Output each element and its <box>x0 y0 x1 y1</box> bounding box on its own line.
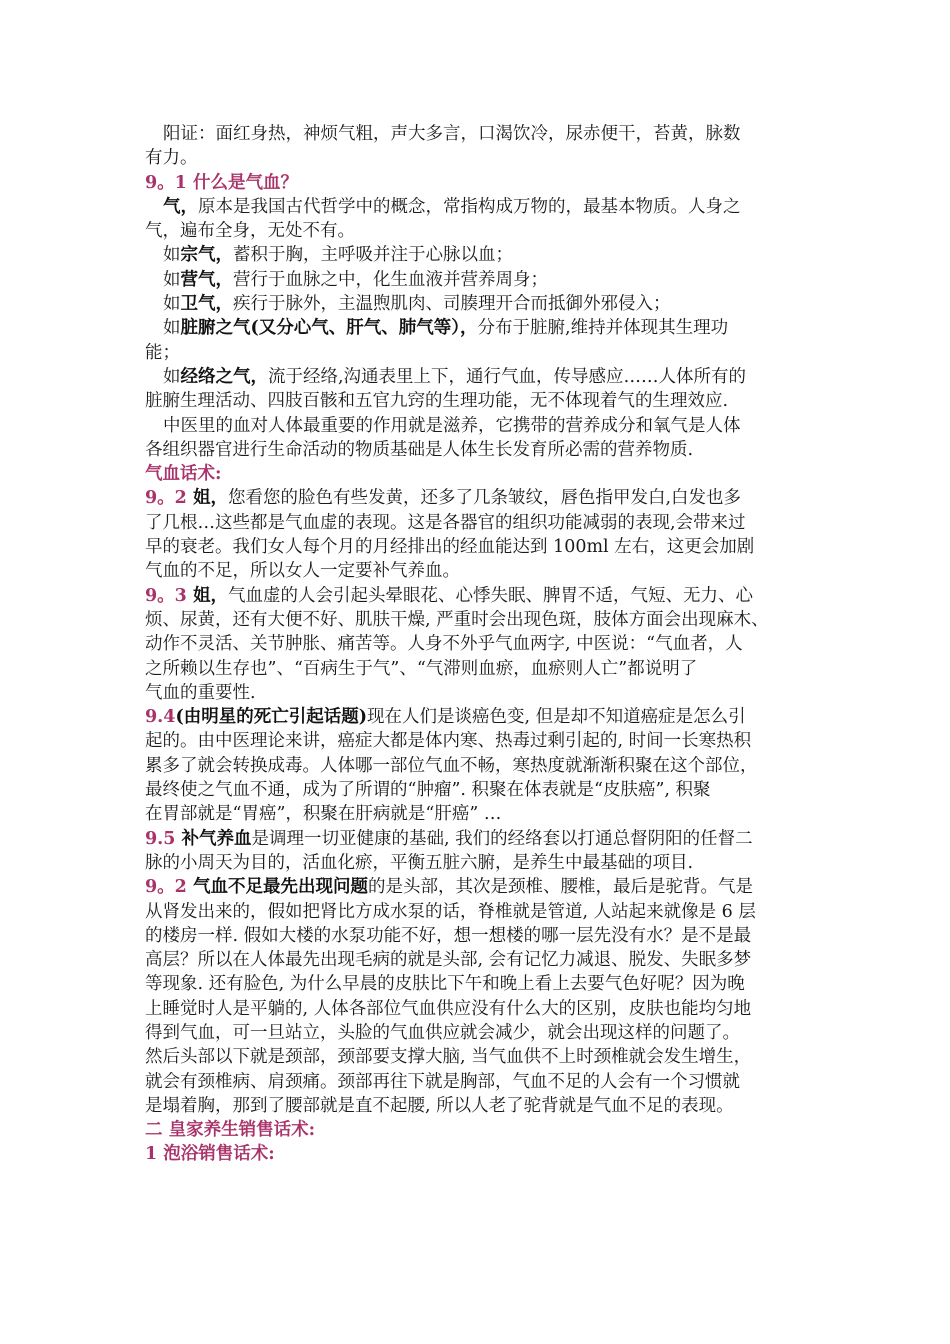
body-text: 的是头部，其次是颈椎、腰椎，最后是驼背。气是 <box>367 877 753 898</box>
bold-term: 卫气， <box>180 294 233 315</box>
bold-term: (由明星的死亡引起话题) <box>175 707 368 728</box>
body-text: 脉的小周天为目的，活血化瘀，平衡五脏六腑，是养生中最基础的项目. <box>145 852 694 873</box>
bold-term: 气， <box>163 196 198 217</box>
body-text: 起的。由中医理论来讲，癌症大都是体内寒、热毒过剩引起的, 时间一长寒热积 <box>145 731 752 752</box>
body-text: 之所赖以生存也”、“百病生于气”、“气滞则血瘀，血瘀则人亡”都说明了 <box>145 658 698 679</box>
body-text: 如 <box>163 294 181 315</box>
body-text: 在胃部就是“胃癌”，积聚在肝病就是“肝癌” … <box>145 804 502 825</box>
body-text: 中医里的血对人体最重要的作用就是滋养，它携带的营养成分和氧气是人体 <box>163 415 741 436</box>
text-line <box>145 584 813 608</box>
body-text: 气，遍布全身，无处不有。 <box>145 221 355 242</box>
body-text: 最终使之气血不通，成为了所谓的“肿瘤”. 积聚在体表就是“皮肤癌”, 积聚 <box>145 780 711 801</box>
text-line <box>145 268 813 292</box>
section-heading-text: 气血话术: <box>145 464 222 485</box>
text-line <box>145 486 813 510</box>
section-heading-text: 9。2 <box>145 877 193 898</box>
text-line <box>145 827 813 851</box>
body-text: 能； <box>145 342 180 363</box>
text-line <box>145 1094 813 1118</box>
body-text: 高层？所以在人体最先出现毛病的就是头部, 会有记忆力减退、脱发、失眠多梦 <box>145 950 752 971</box>
text-line <box>145 438 813 462</box>
body-text: 现在人们是谈癌色变, 但是却不知道癌症是怎么引 <box>367 707 746 728</box>
text-line <box>145 705 813 729</box>
body-text: 动作不灵活、关节肿胀、痛苦等。人身不外乎气血两字, 中医说：“气血者，人 <box>145 634 743 655</box>
section-heading-text: 9。1 什么是气血？ <box>145 172 298 193</box>
body-text: 就会有颈椎病、肩颈痛。颈部再往下就是胸部，气血不足的人会有一个习惯就 <box>145 1071 740 1092</box>
body-text: 等现象. 还有脸色, 为什么早晨的皮肤比下午和晚上看上去要气色好呢？因为晚 <box>145 974 745 995</box>
bold-term: 经络之气， <box>180 366 268 387</box>
text-line <box>145 681 813 705</box>
body-text: 的楼房一样. 假如大楼的水泵功能不好，想一想楼的哪一层先没有水？是不是最 <box>145 925 752 946</box>
body-text: 如 <box>163 269 181 290</box>
text-line <box>145 802 813 826</box>
text-line <box>145 851 813 875</box>
section-heading-text: 9。3 <box>145 585 193 606</box>
bold-term: 脏腑之气(又分心气、肝气、肺气等）， <box>180 318 478 339</box>
body-text: 如 <box>163 318 181 339</box>
text-line <box>145 972 813 996</box>
bold-term: 姐， <box>192 585 228 606</box>
body-text: 疾行于脉外，主温煦肌肉、司腠理开合而抵御外邪侵入； <box>233 294 671 315</box>
body-text: 脏腑生理活动、四肢百骸和五官九窍的生理功能，无不体现着气的生理效应. <box>145 391 729 412</box>
text-line <box>145 195 813 219</box>
body-text: 阳证：面红身热，神烦气粗，声大多言，口渴饮冷，尿赤便干，苔黄，脉数 <box>163 124 741 144</box>
section-heading-text: 二 皇家养生销售话术: <box>145 1120 316 1141</box>
body-text: 如 <box>163 366 181 387</box>
body-text: 是调理一切亚健康的基础, 我们的经络套以打通总督阴阳的任督二 <box>251 828 753 849</box>
body-text: 有力。 <box>145 148 198 169</box>
text-line <box>145 1070 813 1094</box>
text-line <box>145 900 813 924</box>
section-heading-text: 9。2 <box>145 488 193 509</box>
text-line <box>145 608 813 632</box>
text-line <box>145 535 813 559</box>
text-line <box>145 754 813 778</box>
body-text: 流于经络,沟通表里上下，通行气血，传导感应……人体所有的 <box>268 366 747 387</box>
body-text: 烦、尿黄，还有大便不好、肌肤干燥, 严重时会出现色斑，肢体方面会出现麻木、 <box>145 609 769 630</box>
body-text: 您看您的脸色有些发黄，还多了几条皱纹，唇色指甲发白,白发也多 <box>227 488 742 509</box>
text-line <box>145 559 813 583</box>
body-text: 了几根…这些都是气血虚的表现。这是各器官的组织功能减弱的表现,会带来过 <box>145 512 746 533</box>
text-line <box>145 243 813 267</box>
text-line <box>145 1021 813 1045</box>
text-line <box>145 389 813 413</box>
text-line <box>145 924 813 948</box>
body-text: 累多了就会转换成毒。人体哪一部位气血不畅，寒热度就渐渐积聚在这个部位， <box>145 755 758 776</box>
body-text: 从肾发出来的，假如把肾比方成水泵的话，脊椎就是管道, 人站起来就像是 6 层 <box>145 901 756 922</box>
text-line <box>145 1142 813 1166</box>
bold-term: 营气， <box>180 269 233 290</box>
text-line <box>145 122 813 146</box>
text-line <box>145 219 813 243</box>
body-text: 营行于血脉之中，化生血液并营养周身； <box>233 269 548 290</box>
body-text: 原本是我国古代哲学中的概念，常指构成万物的，最基本物质。人身之 <box>198 196 741 217</box>
text-line <box>145 729 813 753</box>
text-line <box>145 948 813 972</box>
bold-term: 补气养血 <box>181 828 252 849</box>
text-line <box>145 657 813 681</box>
text-line <box>145 341 813 365</box>
body-text: 分布于脏腑,维持并体现其生理功 <box>477 318 729 339</box>
body-text: 早的衰老。我们女人每个月的月经排出的经血能达到 100ml 左右，这更会加剧 <box>145 537 755 558</box>
text-line <box>145 414 813 438</box>
text-line <box>145 365 813 389</box>
text-line <box>145 1118 813 1142</box>
section-heading-text: 1 泡浴销售话术: <box>145 1144 275 1165</box>
body-text: 如 <box>163 245 181 266</box>
text-line <box>145 316 813 340</box>
text-line <box>145 875 813 899</box>
body-text: 气血虚的人会引起头晕眼花、心悸失眠、脾胃不适，气短、无力、心 <box>227 585 753 606</box>
body-text: 各组织器官进行生命活动的物质基础是人体生长发育所必需的营养物质. <box>145 439 694 460</box>
bold-term: 宗气， <box>180 245 233 266</box>
document-page <box>145 122 813 1167</box>
text-line <box>145 632 813 656</box>
text-line <box>145 1045 813 1069</box>
text-line <box>145 292 813 316</box>
body-text: 蓄积于胸，主呼吸并注于心脉以血； <box>233 245 513 266</box>
body-text: 是塌着胸，那到了腰部就是直不起腰, 所以人老了驼背就是气血不足的表现。 <box>145 1095 734 1116</box>
text-line <box>145 171 813 195</box>
body-text: 上睡觉时人是平躺的, 人体各部位气血供应没有什么大的区别，皮肤也能均匀地 <box>145 998 752 1019</box>
text-line <box>145 511 813 535</box>
section-heading-text: 9.4 <box>145 707 176 728</box>
body-text: 气血的不足，所以女人一定要补气养血。 <box>145 561 460 582</box>
bold-term: 气血不足最先出现问题 <box>192 877 368 898</box>
body-text: 气血的重要性. <box>145 682 256 703</box>
text-line <box>145 778 813 802</box>
bold-term: 姐， <box>192 488 228 509</box>
text-line <box>145 462 813 486</box>
body-text: 然后头部以下就是颈部，颈部要支撑大脑, 当气血供不上时颈椎就会发生增生， <box>145 1047 752 1068</box>
section-heading-text: 9.5 <box>145 828 182 849</box>
text-line <box>145 146 813 170</box>
text-line <box>145 997 813 1021</box>
body-text: 得到气血，可一旦站立，头脸的气血供应就会减少，就会出现这样的问题了。 <box>145 1022 740 1043</box>
